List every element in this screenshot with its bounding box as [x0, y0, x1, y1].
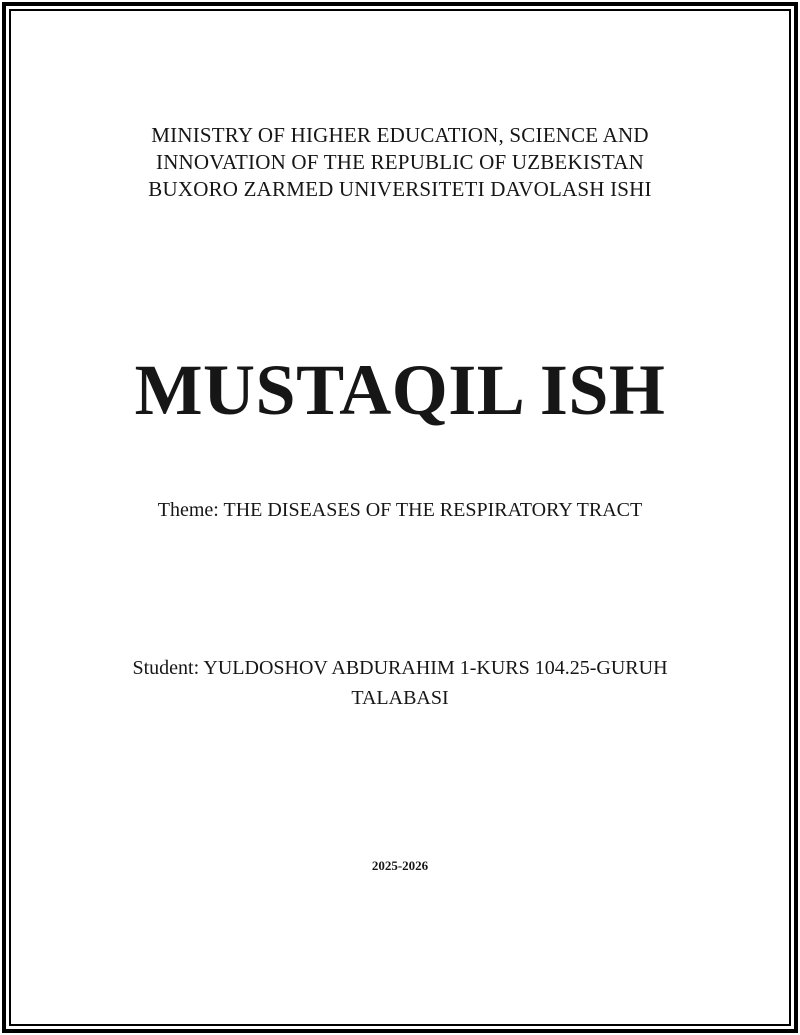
student-line: Student: YULDOSHOV ABDURAHIM 1-KURS 104.25-GURUH TALABASI — [132, 657, 668, 709]
ministry-header-line-3: BUXORO ZARMED UNIVERSITETI DAVOLASH ISHI — [148, 177, 652, 201]
academic-year: 2025-2026 — [371, 858, 429, 873]
document-title: MUSTAQIL ISH — [134, 350, 666, 430]
page-content — [11, 11, 789, 1024]
ministry-header-line-2: INNOVATION OF THE REPUBLIC OF UZBEKISTAN — [156, 150, 644, 174]
ministry-header-line-1: MINISTRY OF HIGHER EDUCATION, SCIENCE AND — [151, 123, 649, 147]
ministry-header — [11, 122, 789, 203]
theme-line: Theme: THE DISEASES OF THE RESPIRATORY TRACT — [157, 499, 643, 521]
